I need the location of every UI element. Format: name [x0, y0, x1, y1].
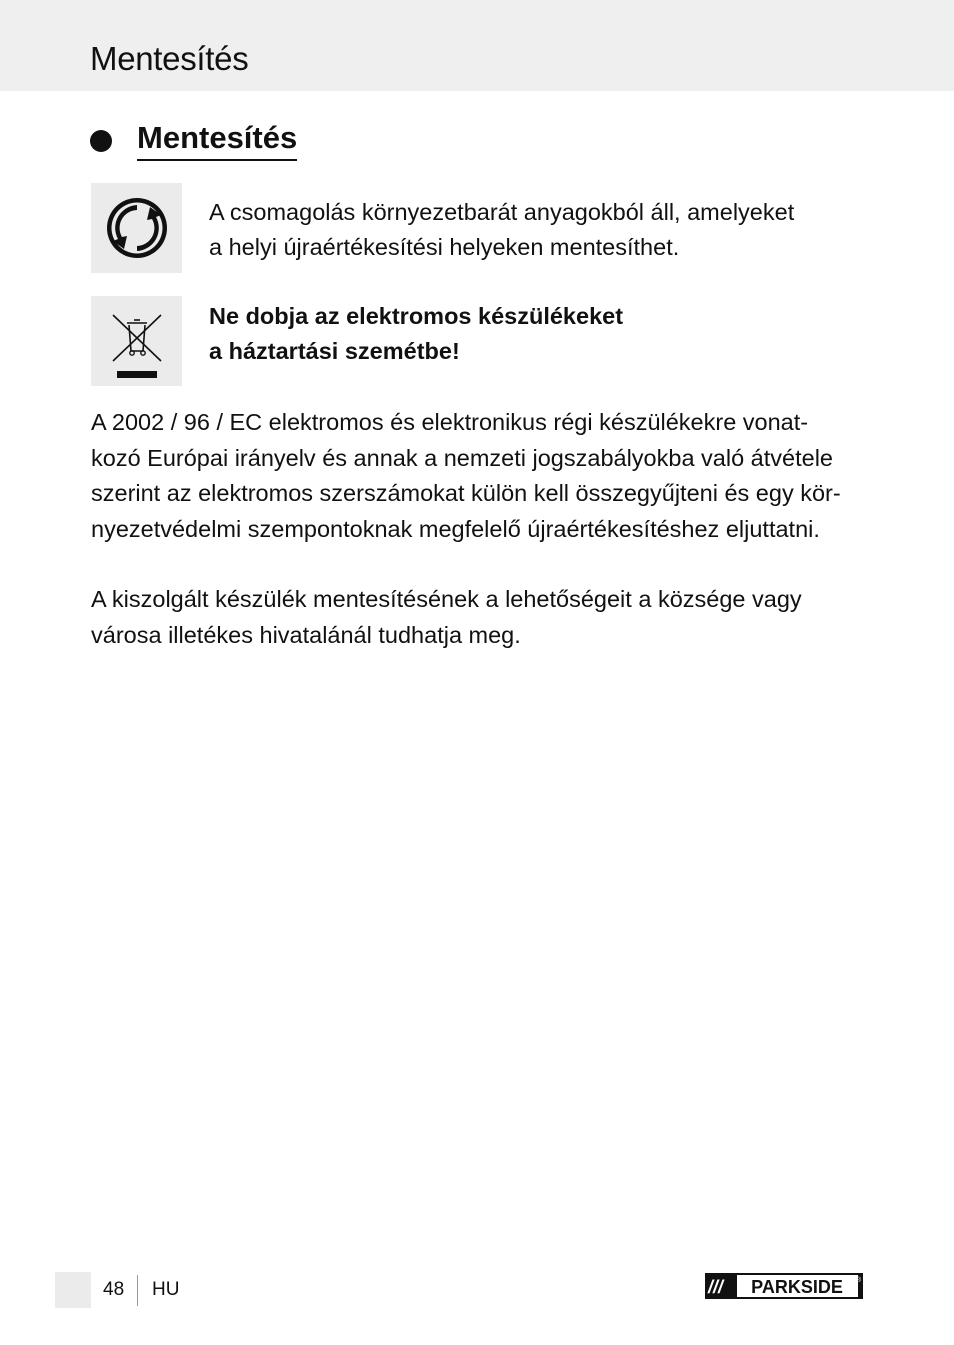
local-office-paragraph: [91, 582, 866, 653]
recycling-icon-box: [91, 183, 182, 273]
packaging-note: [209, 195, 869, 265]
section-heading: [90, 118, 297, 162]
weee-icon-box: [91, 296, 182, 386]
page-number: 48: [103, 1279, 125, 1300]
paragraph-line: kozó Európai irányelv és annak a nemzeti jogszabályokba való átvétele: [91, 444, 833, 471]
logo-registered-mark: ®: [856, 1277, 862, 1284]
directive-paragraph: [91, 405, 866, 547]
weee-warning-line: a háztartási szemétbe!: [209, 338, 460, 364]
bullet-icon: [90, 130, 112, 152]
section-heading-label: Mentesítés: [137, 119, 297, 161]
paragraph-line: A kiszolgált készülék mentesítésének a lehetőségeit a községe vagy: [91, 586, 802, 612]
footer-marker: [55, 1272, 91, 1308]
packaging-note-line: a helyi újraértékesítési helyeken mentesíthet.: [209, 234, 680, 260]
footer-divider: [137, 1275, 138, 1306]
logo-brand-text: PARKSIDE: [751, 1277, 843, 1297]
packaging-note-line: A csomagolás környezetbarát anyagokból áll, amelyeket: [209, 199, 795, 225]
weee-warning-line: Ne dobja az elektromos készülékeket: [209, 303, 624, 329]
parkside-logo: [705, 1273, 863, 1299]
logo-slashes: ///: [708, 1277, 724, 1297]
weee-warning: [209, 299, 869, 369]
crossed-bin-icon: [109, 304, 165, 378]
paragraph-line: A 2002 / 96 / EC elektromos és elektronikus régi készülékekre vonat-: [91, 409, 809, 435]
green-dot-icon: [104, 195, 170, 261]
language-code: HU: [152, 1279, 180, 1300]
paragraph-line: városa illetékes hivatalánál tudhatja meg.: [91, 621, 521, 648]
paragraph-line: szerint az elektromos szerszámokat külön kell összegyűjteni és egy kör-: [91, 480, 841, 506]
page-title: Mentesítés: [90, 40, 249, 77]
paragraph-line: nyezetvédelmi szempontoknak megfelelő újraértékesítéshez eljuttatni.: [91, 515, 820, 542]
